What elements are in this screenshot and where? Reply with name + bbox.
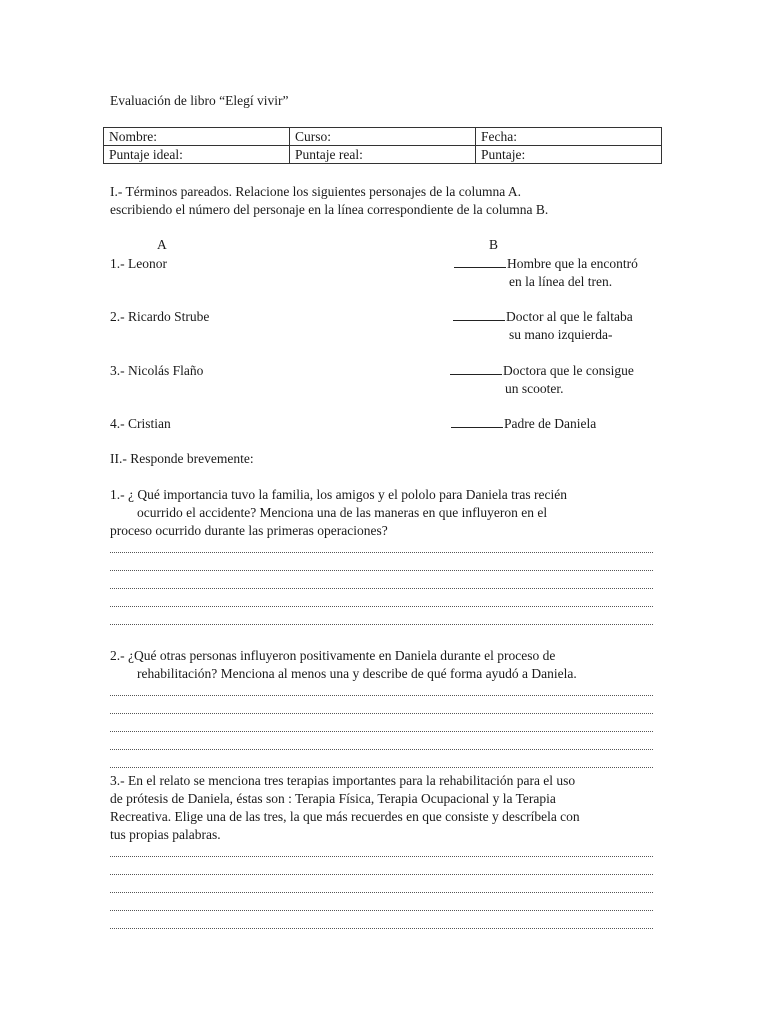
- column-b-item-1: Hombre que la encontró: [454, 255, 638, 273]
- table-row: [104, 146, 662, 164]
- section1-instruction-line2: escribiendo el número del personaje en la línea correspondiente de la columna B.: [110, 202, 549, 217]
- column-a-item-3: 3.- Nicolás Flaño: [110, 363, 204, 378]
- question-3-line4: tus propias palabras.: [110, 827, 221, 842]
- column-a-item-1: 1.- Leonor: [110, 256, 167, 271]
- answer-blank[interactable]: [450, 362, 502, 375]
- column-b-header: B: [489, 237, 499, 252]
- date-field[interactable]: Fecha:: [476, 128, 662, 146]
- column-a-item-2: 2.- Ricardo Strube: [110, 309, 210, 324]
- question-2-line1: 2.- ¿Qué otras personas influyeron positivamente en Daniela durante el proceso de: [110, 648, 556, 663]
- column-b-item-2-line2: su mano izquierda-: [509, 327, 613, 342]
- question-3-line1: 3.- En el relato se menciona tres terapias importantes para la rehabilitación para el uso: [110, 773, 576, 788]
- answer-line[interactable]: [110, 874, 653, 875]
- column-b-item-4: Padre de Daniela: [451, 415, 596, 433]
- answer-line[interactable]: [110, 552, 653, 553]
- question-1-line2: ocurrido el accidente? Menciona una de las maneras en que influyeron en el: [137, 505, 548, 520]
- answer-line[interactable]: [110, 624, 653, 625]
- answer-line[interactable]: [110, 731, 653, 732]
- column-b-item-1-line2: en la línea del tren.: [509, 274, 613, 289]
- answer-line[interactable]: [110, 892, 653, 893]
- column-b-item-2: Doctor al que le faltaba: [453, 308, 633, 326]
- course-field[interactable]: Curso:: [290, 128, 476, 146]
- answer-line[interactable]: [110, 856, 653, 857]
- ideal-score-field[interactable]: Puntaje ideal:: [104, 146, 290, 164]
- table-row: [104, 128, 662, 146]
- answer-line[interactable]: [110, 749, 653, 750]
- section1-instruction-line1: I.- Términos pareados. Relacione los siguientes personajes de la columna A.: [110, 184, 522, 199]
- real-score-field[interactable]: Puntaje real:: [290, 146, 476, 164]
- answer-line[interactable]: [110, 713, 653, 714]
- answer-line[interactable]: [110, 588, 653, 589]
- question-3-line2: de prótesis de Daniela, éstas son : Terapia Física, Terapia Ocupacional y la Terapia: [110, 791, 556, 806]
- question-3-line3: Recreativa. Elige una de las tres, la que más recuerdes en que consiste y descríbela con: [110, 809, 580, 824]
- column-a-header: A: [157, 237, 167, 252]
- section2-heading: II.- Responde brevemente:: [110, 451, 254, 466]
- name-field[interactable]: Nombre:: [104, 128, 290, 146]
- column-b-item-3: Doctora que le consigue: [450, 362, 634, 380]
- student-info-table: [103, 127, 662, 164]
- answer-line[interactable]: [110, 606, 653, 607]
- column-b-item-3-line2: un scooter.: [505, 381, 564, 396]
- column-a-item-4: 4.- Cristian: [110, 416, 171, 431]
- answer-line[interactable]: [110, 570, 653, 571]
- answer-blank[interactable]: [453, 308, 505, 321]
- question-2-line2: rehabilitación? Menciona al menos una y describe de qué forma ayudó a Daniela.: [137, 666, 577, 681]
- answer-line[interactable]: [110, 767, 653, 768]
- answer-blank[interactable]: [454, 255, 506, 268]
- answer-line[interactable]: [110, 910, 653, 911]
- question-1-line3: proceso ocurrido durante las primeras operaciones?: [110, 523, 388, 538]
- document-title: Evaluación de libro “Elegí vivir”: [110, 93, 289, 108]
- question-1-line1: 1.- ¿ Qué importancia tuvo la familia, los amigos y el pololo para Daniela tras recién: [110, 487, 567, 502]
- answer-line[interactable]: [110, 695, 653, 696]
- answer-line[interactable]: [110, 928, 653, 929]
- answer-blank[interactable]: [451, 415, 503, 428]
- score-field[interactable]: Puntaje:: [476, 146, 662, 164]
